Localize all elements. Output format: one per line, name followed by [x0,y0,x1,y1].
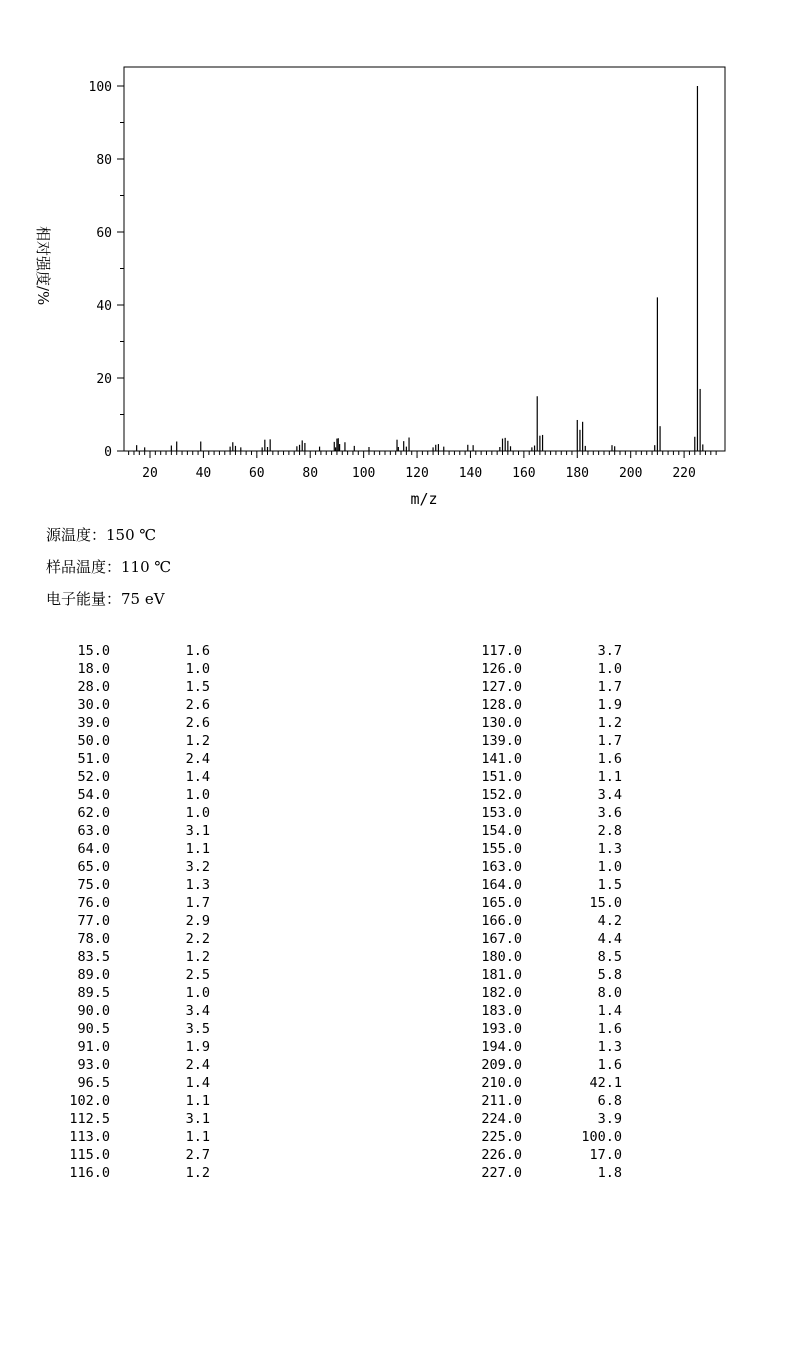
y-tick-label: 0 [104,445,112,460]
peak-mz: 165.0 [481,895,522,911]
peak-mz: 225.0 [481,1129,522,1145]
peak-mz: 154.0 [481,823,522,839]
peak-table-row [462,1164,632,1182]
peak-table-row [50,1074,220,1092]
peak-abundance: 3.4 [185,1003,210,1019]
peak-abundance: 1.0 [185,787,210,803]
peak-table-row [50,984,220,1002]
peak-abundance: 5.8 [597,967,622,983]
peak-table-row [462,948,632,966]
peak-abundance: 2.6 [185,715,210,731]
peak-abundance: 1.5 [597,877,622,893]
peak-table-row [50,1020,220,1038]
peak-abundance: 1.3 [597,1039,622,1055]
peak-abundance: 2.9 [185,913,210,929]
x-tick-label: 40 [195,466,212,481]
peak-abundance: 1.7 [185,895,210,911]
peak-mz: 152.0 [481,787,522,803]
sample-temperature [46,556,171,577]
peak-mz: 93.0 [77,1057,110,1073]
peak-mz: 126.0 [481,661,522,677]
peak-table-row [50,678,220,696]
peak-table-row [50,642,220,660]
peak-mz: 181.0 [481,967,522,983]
peak-table-row [50,696,220,714]
peak-abundance: 1.6 [597,1021,622,1037]
peak-table-row [462,732,632,750]
peak-mz: 141.0 [481,751,522,767]
peak-abundance: 1.7 [597,733,622,749]
peak-abundance: 2.8 [597,823,622,839]
peak-table-row [462,966,632,984]
peak-table-row [462,768,632,786]
peak-abundance: 1.0 [597,859,622,875]
peak-abundance: 2.5 [185,967,210,983]
peak-mz: 113.0 [69,1129,110,1145]
peak-mz: 91.0 [77,1039,110,1055]
peak-abundance: 8.5 [597,949,622,965]
peak-table-row [50,732,220,750]
peak-mz: 211.0 [481,1093,522,1109]
peak-abundance: 1.4 [597,1003,622,1019]
peak-mz: 112.5 [69,1111,110,1127]
peak-mz: 224.0 [481,1111,522,1127]
peak-abundance: 1.6 [597,751,622,767]
peak-mz: 166.0 [481,913,522,929]
peak-table-row [50,840,220,858]
source-temperature-label: 源温度： [46,526,107,544]
peak-abundance: 3.1 [185,1111,210,1127]
peak-mz: 193.0 [481,1021,522,1037]
peak-table-row [462,804,632,822]
peak-abundance: 6.8 [597,1093,622,1109]
peak-abundance: 1.2 [185,1165,210,1181]
peak-abundance: 100.0 [581,1129,622,1145]
peak-table-row [50,1038,220,1056]
peak-mz: 210.0 [481,1075,522,1091]
peak-table-row [462,1146,632,1164]
peak-abundance: 3.9 [597,1111,622,1127]
peak-abundance: 3.5 [185,1021,210,1037]
y-tick-label: 100 [88,80,112,95]
peak-table-row [462,1056,632,1074]
x-tick-label: 100 [351,466,376,481]
peak-mz: 28.0 [77,679,110,695]
peak-mz: 155.0 [481,841,522,857]
peak-table-row [462,1074,632,1092]
x-axis-label: m/z [410,490,438,508]
peak-mz: 153.0 [481,805,522,821]
peak-mz: 180.0 [481,949,522,965]
peak-table-row [50,1146,220,1164]
peak-abundance: 4.4 [597,931,622,947]
peak-table-row [462,750,632,768]
peak-mz: 226.0 [481,1147,522,1163]
peak-abundance: 2.2 [185,931,210,947]
peak-abundance: 1.3 [597,841,622,857]
peak-abundance: 3.1 [185,823,210,839]
peak-mz: 52.0 [77,769,110,785]
peak-mz: 62.0 [77,805,110,821]
peak-abundance: 1.5 [185,679,210,695]
y-tick-label: 20 [96,372,112,387]
peak-mz: 75.0 [77,877,110,893]
peak-abundance: 2.4 [185,751,210,767]
peak-abundance: 1.2 [185,733,210,749]
peak-table-row [50,930,220,948]
y-tick-label: 60 [96,226,112,241]
peak-abundance: 17.0 [589,1147,622,1163]
peak-mz: 182.0 [481,985,522,1001]
peak-table-row [50,750,220,768]
peak-mz: 227.0 [481,1165,522,1181]
peak-mz: 127.0 [481,679,522,695]
peak-table-row [50,822,220,840]
peak-abundance: 1.9 [185,1039,210,1055]
peak-mz: 115.0 [69,1147,110,1163]
peak-mz: 54.0 [77,787,110,803]
electron-energy-value: 75 eV [121,590,165,608]
peak-abundance: 1.8 [597,1165,622,1181]
peak-abundance: 1.6 [185,643,210,659]
source-temperature-value: 150 ℃ [106,526,157,544]
peak-mz: 78.0 [77,931,110,947]
sample-temperature-value: 110 ℃ [121,558,172,576]
x-tick-label: 160 [512,466,536,481]
peak-table-row [50,1056,220,1074]
electron-energy [46,588,165,609]
peak-abundance: 1.2 [185,949,210,965]
peak-mz: 151.0 [481,769,522,785]
peak-abundance: 3.4 [597,787,622,803]
peak-mz: 89.0 [77,967,110,983]
peak-table-row [50,1002,220,1020]
peak-abundance: 1.1 [185,841,210,857]
peak-table-row [50,714,220,732]
peak-table-row [462,822,632,840]
peak-abundance: 4.2 [597,913,622,929]
peak-abundance: 3.7 [597,643,622,659]
peak-abundance: 1.1 [185,1129,210,1145]
peak-table-row [50,1128,220,1146]
x-tick-label: 220 [672,466,696,481]
peak-table-row [50,786,220,804]
y-tick-label: 80 [96,153,112,168]
peak-table-row [50,1092,220,1110]
peak-mz: 117.0 [481,643,522,659]
source-temperature [46,524,156,545]
peak-table-left [50,642,220,1182]
peak-mz: 51.0 [77,751,110,767]
x-tick-label: 80 [302,466,319,481]
peak-table-row [462,1020,632,1038]
peak-table-row [462,696,632,714]
mass-spectrum-chart [0,0,794,515]
peak-table-row [462,876,632,894]
peak-mz: 30.0 [77,697,110,713]
peak-mz: 128.0 [481,697,522,713]
peak-abundance: 1.0 [185,805,210,821]
peak-table-row [462,858,632,876]
peak-mz: 183.0 [481,1003,522,1019]
peak-abundance: 2.4 [185,1057,210,1073]
peak-mz: 130.0 [481,715,522,731]
peak-table-row [50,1110,220,1128]
peak-table-row [462,840,632,858]
peak-table-row [462,714,632,732]
peak-mz: 102.0 [69,1093,110,1109]
peak-table-row [462,984,632,1002]
peak-mz: 77.0 [77,913,110,929]
peak-table-right [462,642,632,1182]
peak-table-row [462,912,632,930]
peak-table-row [462,786,632,804]
peak-mz: 164.0 [481,877,522,893]
peak-abundance: 15.0 [589,895,622,911]
peak-table-row [50,660,220,678]
peak-table-row [50,912,220,930]
peak-table-row [462,1002,632,1020]
peak-mz: 96.5 [77,1075,110,1091]
sample-temperature-label: 样品温度： [46,558,122,576]
peak-mz: 209.0 [481,1057,522,1073]
peak-abundance: 1.4 [185,1075,210,1091]
peak-abundance: 2.7 [185,1147,210,1163]
peak-mz: 139.0 [481,733,522,749]
peak-abundance: 2.6 [185,697,210,713]
x-tick-label: 120 [405,466,429,481]
y-tick-label: 40 [96,299,112,314]
peak-table-row [50,966,220,984]
peak-table-row [462,1128,632,1146]
peak-mz: 163.0 [481,859,522,875]
peak-mz: 83.5 [77,949,110,965]
peak-abundance: 1.9 [597,697,622,713]
peak-table-row [50,804,220,822]
peak-abundance: 1.6 [597,1057,622,1073]
peak-abundance: 1.0 [597,661,622,677]
peak-mz: 15.0 [77,643,110,659]
x-axis-ticks [129,451,717,481]
peak-table-row [462,1110,632,1128]
peak-mz: 90.0 [77,1003,110,1019]
peak-table-row [462,930,632,948]
plot-frame [124,67,725,451]
x-tick-label: 20 [142,466,158,481]
peak-table-row [50,858,220,876]
peak-abundance: 1.0 [185,985,210,1001]
peak-table-row [50,948,220,966]
peak-table-row [462,678,632,696]
peak-table-row [50,894,220,912]
peak-mz: 89.5 [77,985,110,1001]
peak-abundance: 8.0 [597,985,622,1001]
peak-table-row [50,768,220,786]
peak-mz: 116.0 [69,1165,110,1181]
peak-abundance: 1.2 [597,715,622,731]
peak-mz: 50.0 [77,733,110,749]
peak-mz: 76.0 [77,895,110,911]
peak-abundance: 1.0 [185,661,210,677]
electron-energy-label: 电子能量： [46,590,122,608]
x-tick-label: 60 [248,466,265,481]
peak-table-row [462,642,632,660]
peak-table-row [462,894,632,912]
peak-mz: 65.0 [77,859,110,875]
peak-mz: 167.0 [481,931,522,947]
peak-table-row [50,1164,220,1182]
peak-abundance: 3.2 [185,859,210,875]
y-axis-ticks [89,80,124,460]
y-axis-label: 相对强度/% [34,226,52,306]
peak-table-row [462,1092,632,1110]
peak-mz: 18.0 [77,661,110,677]
x-tick-label: 200 [618,466,643,481]
peak-table-row [50,876,220,894]
peak-mz: 63.0 [77,823,110,839]
peak-table-row [462,660,632,678]
peak-mz: 90.5 [77,1021,110,1037]
peak-abundance: 1.4 [185,769,210,785]
x-tick-label: 140 [458,466,483,481]
peak-abundance: 1.3 [185,877,210,893]
peak-abundance: 1.1 [597,769,622,785]
peak-abundance: 1.1 [185,1093,210,1109]
peak-mz: 39.0 [77,715,110,731]
peak-abundance: 1.7 [597,679,622,695]
peak-abundance: 3.6 [597,805,622,821]
peak-mz: 194.0 [481,1039,522,1055]
spectrum-peaks [137,86,703,451]
peak-abundance: 42.1 [589,1075,622,1091]
x-tick-label: 180 [565,466,590,481]
peak-table-row [462,1038,632,1056]
peak-mz: 64.0 [77,841,110,857]
